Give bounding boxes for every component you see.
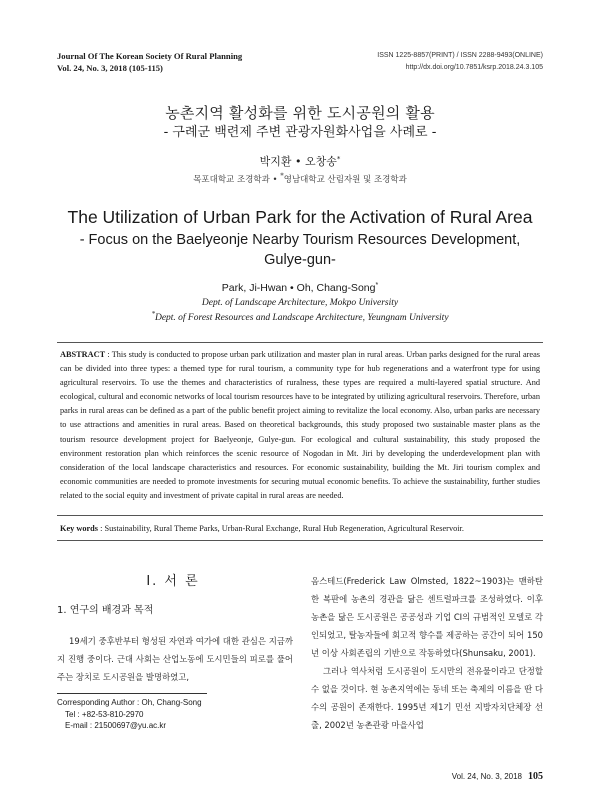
- abstract-text: : This study is conducted to propose urban park utilization and master plan in rural areas. Urban parks designed for the rural areas can be divided into three types: a themed type for rural tourism, a community type for hub regenerations and a waterfront type for using agricultural reservoirs. To use the themes and characteristics of ruralness, these types are required a multi-layered spatial structure. And ecological, cultural and economic networks of local tourism resources have to be integrated by utilizing agricultural reservoirs. Therefore, urban parks in rural areas can be defined as a part of the public benefit project aiming to revitalize the local economy. Also, urban parks are necessary to use attractions and amenities in rural areas. Based on theoretical backgrounds, this study proposed two sustainable master plans as the tourism resource development project for Baelyeonje, Gulye-gun. For ecological and cultural sustainability, this study proposed the environment restoration plan which reinforces the scenic resource of Nogodan in Mt. Jiri by developing the underdevelopment plan with consideration of the local landscape characteristics and resources. For economic sustainability, building the Mt. Jiri tourism complex and economic communities are needed to promote investments for securing mutual economic benefits. To achieve the sustainability, further studies related to the social equity and investment of private capital in rural areas are needed.: [60, 350, 540, 500]
- journal-name: Journal Of The Korean Society Of Rural Planning: [57, 51, 243, 61]
- korean-author-mark: *: [336, 155, 341, 163]
- journal-header: [57, 50, 242, 74]
- english-affiliation-2-line: [0, 311, 600, 326]
- keywords-label: Key words: [60, 524, 99, 533]
- abstract-label: ABSTRACT: [60, 350, 106, 359]
- corresponding-author-footnote: [57, 697, 202, 732]
- right-column: [311, 572, 543, 734]
- keywords-text: : Sustainability, Rural Theme Parks, Urban-Rural Exchange, Rural Hub Regeneration, Agricultural Reservoir.: [98, 524, 464, 533]
- korean-affiliation-mark: *: [280, 172, 284, 180]
- english-title: The Utilization of Urban Park for the Activation of Rural Area: [67, 207, 533, 227]
- english-affiliation-1: Dept. of Landscape Architecture, Mokpo University: [201, 298, 399, 308]
- korean-authors: [0, 155, 600, 169]
- korean-title: 농촌지역 활성화를 위한 도시공원의 활용: [165, 104, 435, 122]
- korean-subtitle: - 구례군 백련제 주변 관광자원화사업을 사례로 -: [163, 125, 437, 140]
- section-title: I. 서 론: [146, 574, 200, 589]
- korean-affiliation: [0, 174, 600, 186]
- subsection-title: 1. 연구의 배경과 목적: [57, 605, 154, 616]
- english-subtitle: - Focus on the Baelyeonje Nearby Tourism Resources Development, Gulye-gun-: [79, 232, 521, 268]
- footnote-rule: [57, 693, 207, 694]
- keywords-bottom-rule: [57, 540, 543, 541]
- footer-volume: Vol. 24, No. 3, 2018: [451, 772, 522, 781]
- korean-author-names: 박지환 • 오창송: [259, 155, 337, 168]
- volume-info: Vol. 24, No. 3, 2018 (105-115): [57, 63, 163, 73]
- author-tel: Tel : +82-53-810-2970: [65, 709, 144, 719]
- abstract-bottom-rule: [57, 515, 543, 516]
- body-paragraph: 그러나 역사처럼 도시공원이 도시만의 전유물이라고 단정할 수 없을 것이다. 현 농촌지역에는 동네 또는 축제의 이름을 딴 다수의 공원이 존재한다. 1995년 제1기 민선 지방자치단체장 선출, 2002년 농촌관광 마을사업: [311, 666, 543, 730]
- english-authors: [0, 281, 600, 295]
- author-email[interactable]: E-mail : 21500697@yu.ac.kr: [65, 721, 167, 730]
- page-footer: [452, 771, 543, 783]
- corresponding-author: Corresponding Author : Oh, Chang-Song: [57, 698, 202, 707]
- body-paragraph: 19세기 중후반부터 형성된 자연과 여가에 대한 관심은 지금까지 진행 중이다. 근대 사회는 산업노동에 도시민들의 피로를 풀어주는 장치로 도시공원을 발명하였고,: [57, 636, 293, 682]
- page-number: 105: [528, 771, 543, 782]
- body-paragraph: 옴스테드(Frederick Law Olmsted, 1822~1903)는 맨하탄 한 복판에 농촌의 경관을 닮은 센트럴파크를 조성하였다. 이후 농촌을 닮은 도시공원은 공공성과 기업 CI의 규범적인 모델로 각인되었고, 탈농자들에 회고적 향수를 제공하는 공간이 되어 150년 이상 사회존립의 기반으로 작동하였다(Shunsaku, 2001).: [311, 576, 543, 658]
- abstract-top-rule: [57, 342, 543, 343]
- keywords: [60, 523, 540, 535]
- issn: ISSN 1225-8857(PRINT) / ISSN 2288-9493(ONLINE): [377, 52, 543, 59]
- korean-affiliation-1: 목포대학교 조경학과 •: [193, 175, 281, 185]
- abstract: [60, 348, 540, 503]
- left-column: [57, 632, 293, 686]
- doi-link[interactable]: http://dx.doi.org/10.7851/ksrp.2018.24.3.105: [405, 64, 543, 71]
- english-author-mark: *: [375, 282, 379, 289]
- issn-header: [377, 50, 543, 74]
- korean-affiliation-2: 영남대학교 산림자원 및 조경학과: [283, 175, 407, 185]
- english-affiliation-2: Dept. of Forest Resources and Landscape Architecture, Yeungnam University: [154, 313, 449, 323]
- english-affiliations: [0, 296, 600, 326]
- english-affiliation-mark: *: [151, 310, 155, 318]
- english-author-names: Park, Ji-Hwan • Oh, Chang-Song: [221, 282, 376, 294]
